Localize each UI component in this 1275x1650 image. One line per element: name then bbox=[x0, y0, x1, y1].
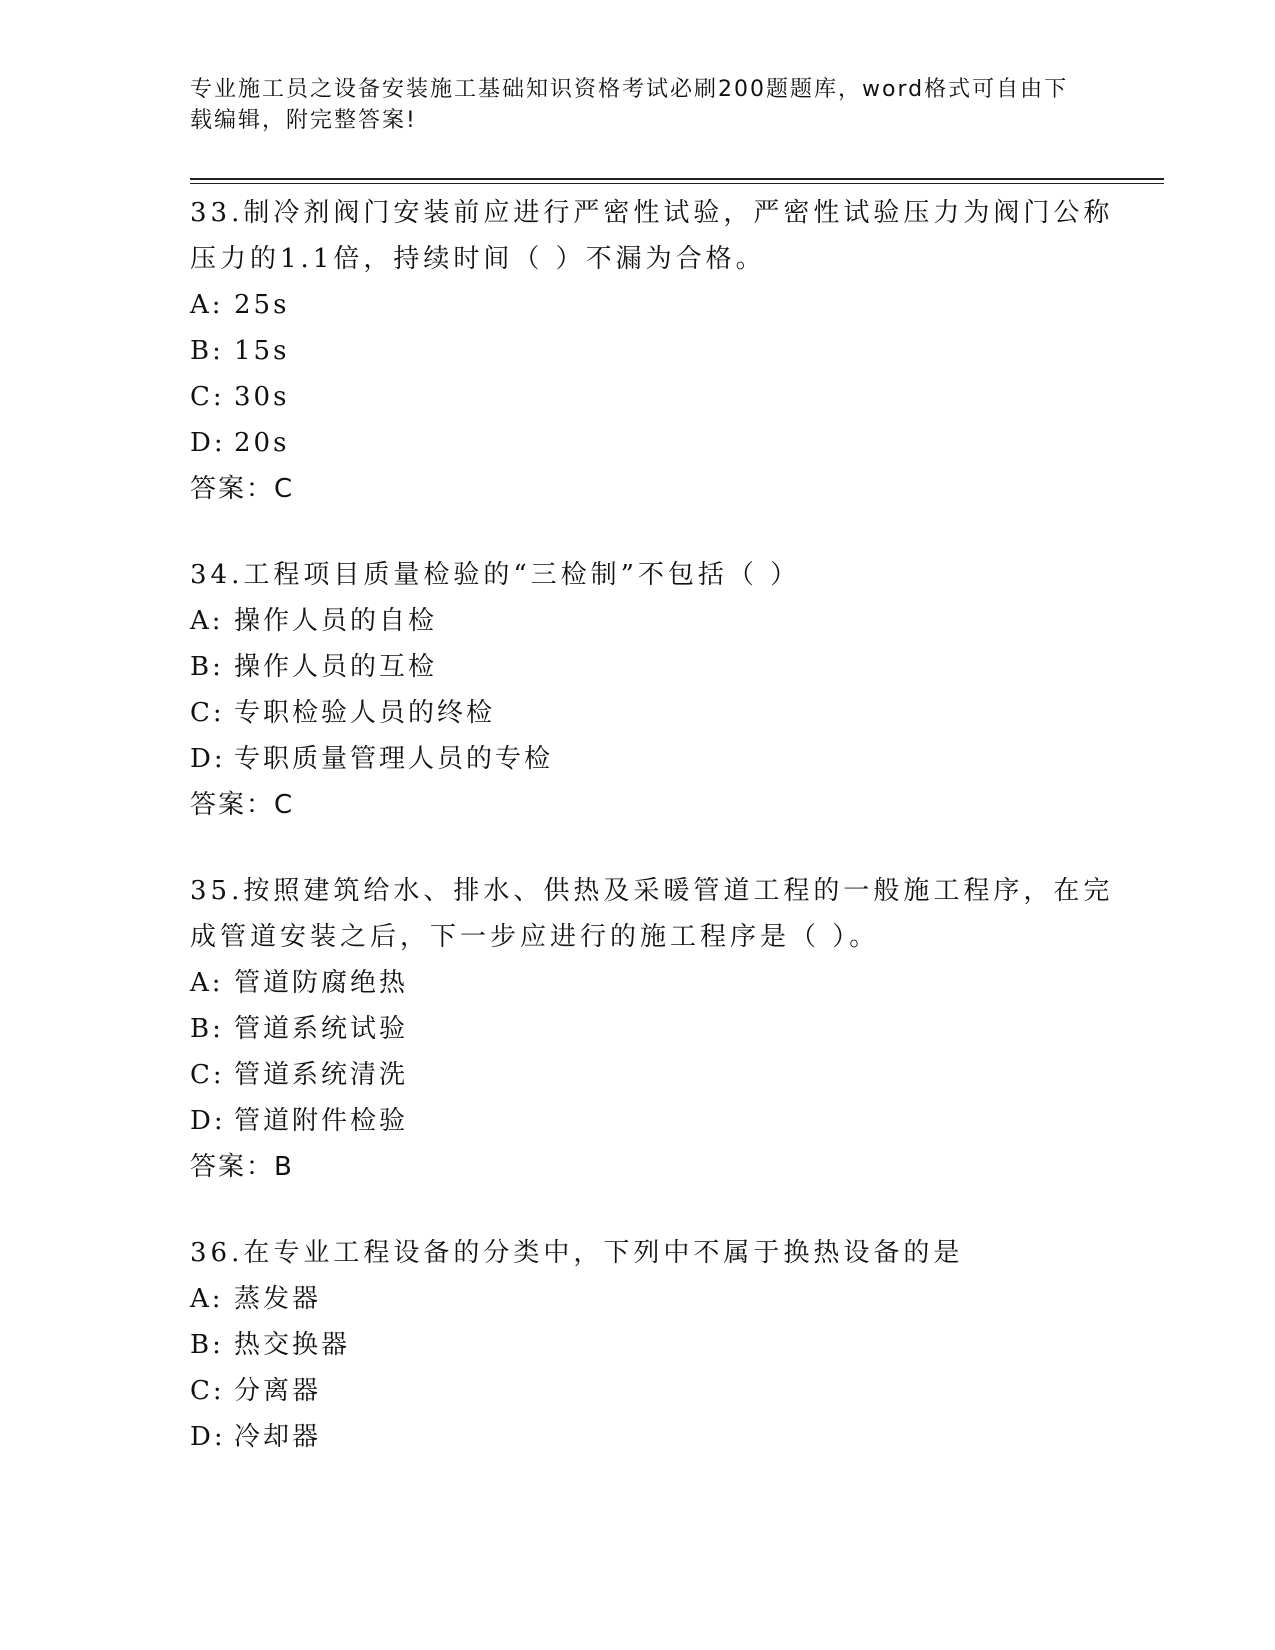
option-letter: A: bbox=[190, 606, 224, 636]
option-text: 管道系统清洗 bbox=[234, 1060, 409, 1090]
option-text: 分离器 bbox=[234, 1376, 322, 1406]
option-letter: C: bbox=[190, 1060, 225, 1090]
option-text: 操作人员的互检 bbox=[234, 652, 438, 682]
option-letter: A: bbox=[190, 1284, 224, 1314]
question-33 bbox=[190, 190, 1120, 512]
option-c bbox=[190, 374, 1120, 420]
option-a bbox=[190, 598, 1120, 644]
option-b bbox=[190, 644, 1120, 690]
option-text: 管道系统试验 bbox=[234, 1014, 409, 1044]
question-34 bbox=[190, 552, 1120, 828]
option-c bbox=[190, 690, 1120, 736]
header-rule-thick bbox=[190, 178, 1164, 180]
option-text: 20s bbox=[234, 428, 290, 458]
question-text: 34.工程项目质量检验的“三检制”不包括（ ） bbox=[190, 560, 801, 590]
option-text: 热交换器 bbox=[234, 1330, 351, 1360]
option-letter: B: bbox=[190, 652, 224, 682]
question-text: 35.按照建筑给水、排水、供热及采暖管道工程的一般施工程序，在完成管道安装之后，下一步应进行的施工程序是（ ）。 bbox=[190, 876, 1114, 952]
option-c bbox=[190, 1368, 1120, 1414]
option-text: 操作人员的自检 bbox=[234, 606, 438, 636]
option-text: 25s bbox=[234, 290, 290, 320]
option-text: 专职质量管理人员的专检 bbox=[234, 744, 554, 774]
option-letter: C: bbox=[190, 382, 225, 412]
option-letter: D: bbox=[190, 744, 226, 774]
option-b bbox=[190, 1006, 1120, 1052]
option-letter: D: bbox=[190, 1106, 226, 1136]
option-text: 30s bbox=[234, 382, 290, 412]
question-text: 36.在专业工程设备的分类中，下列中不属于换热设备的是 bbox=[190, 1238, 964, 1268]
option-text: 管道附件检验 bbox=[234, 1106, 409, 1136]
answer-label: 答案：B bbox=[190, 1152, 294, 1182]
header-rule-thin bbox=[190, 183, 1164, 184]
option-a bbox=[190, 1276, 1120, 1322]
answer-label: 答案：C bbox=[190, 474, 295, 504]
option-b bbox=[190, 328, 1120, 374]
document-header: 专业施工员之设备安装施工基础知识资格考试必刷200题题库，word格式可自由下载编辑，附完整答案! bbox=[190, 77, 1069, 133]
question-36 bbox=[190, 1230, 1120, 1460]
option-letter: B: bbox=[190, 1014, 224, 1044]
option-a bbox=[190, 282, 1120, 328]
option-letter: A: bbox=[190, 290, 224, 320]
option-d bbox=[190, 1098, 1120, 1144]
option-text: 15s bbox=[234, 336, 290, 366]
option-text: 专职检验人员的终检 bbox=[234, 698, 496, 728]
option-c bbox=[190, 1052, 1120, 1098]
option-letter: B: bbox=[190, 336, 224, 366]
option-d bbox=[190, 1414, 1120, 1460]
option-b bbox=[190, 1322, 1120, 1368]
question-list bbox=[190, 190, 1120, 1500]
option-letter: C: bbox=[190, 698, 225, 728]
option-letter: D: bbox=[190, 1422, 226, 1452]
option-text: 冷却器 bbox=[234, 1422, 322, 1452]
option-text: 蒸发器 bbox=[234, 1284, 322, 1314]
option-d bbox=[190, 736, 1120, 782]
option-text: 管道防腐绝热 bbox=[234, 968, 409, 998]
option-letter: B: bbox=[190, 1330, 224, 1360]
option-letter: C: bbox=[190, 1376, 225, 1406]
option-letter: D: bbox=[190, 428, 226, 458]
answer-label: 答案：C bbox=[190, 790, 295, 820]
option-a bbox=[190, 960, 1120, 1006]
option-letter: A: bbox=[190, 968, 224, 998]
question-35 bbox=[190, 868, 1120, 1190]
question-text: 33.制冷剂阀门安装前应进行严密性试验，严密性试验压力为阀门公称压力的1.1倍，持续时间（ ）不漏为合格。 bbox=[190, 198, 1114, 274]
option-d bbox=[190, 420, 1120, 466]
